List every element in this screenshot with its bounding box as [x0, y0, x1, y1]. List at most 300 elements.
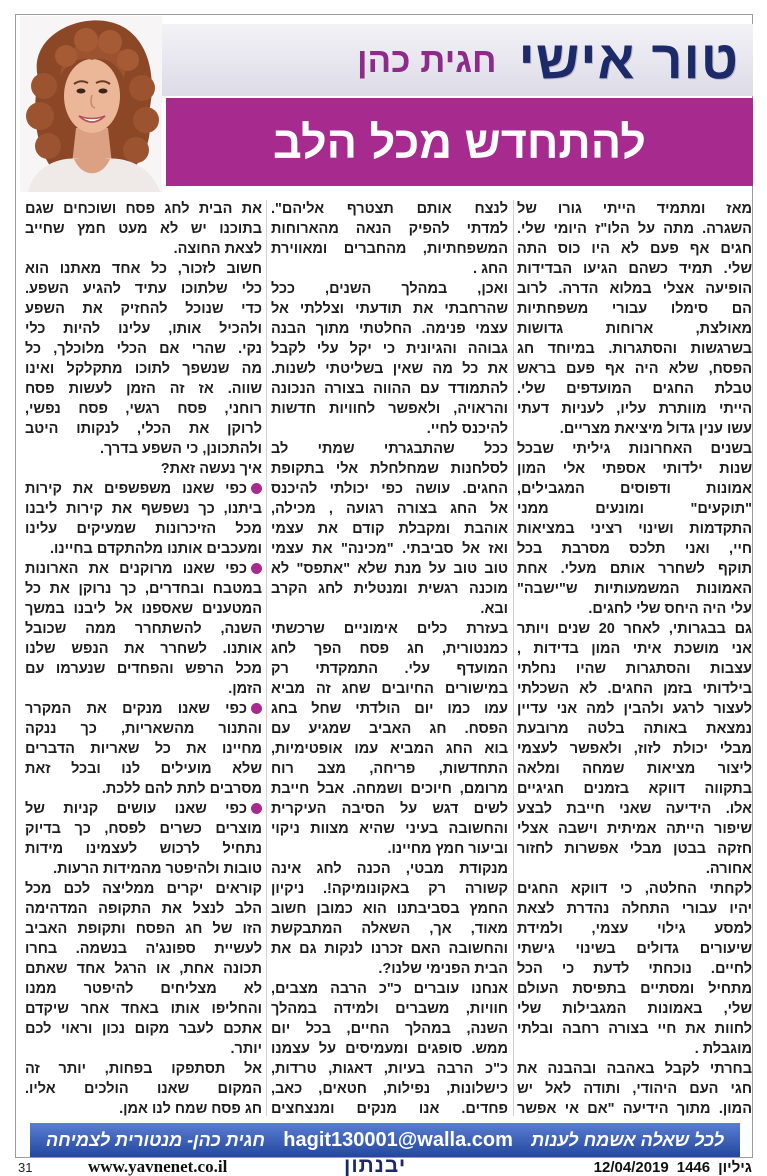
text-line [271, 559, 508, 579]
text-line [25, 479, 262, 499]
line-text: עצבות והסתגרות שהיו נחלתי [517, 661, 752, 677]
text-line [25, 899, 262, 919]
line-text: נמצאת באותה בלטה מרובעת [517, 721, 752, 737]
line-text: הם סימלו עבורי משפחתיות [517, 301, 752, 317]
line-text: להיכנס לחיי. [426, 421, 508, 437]
line-text: כ"כ הרבה בעיות, דאגות, טרדות, [271, 1061, 508, 1077]
line-text: ואכן, במהלך השנים, ככל [271, 281, 508, 297]
text-line [271, 399, 508, 419]
line-text: ביתנו, כך נשפשף את קירות ליבנו [25, 501, 262, 517]
text-line [25, 399, 262, 419]
line-text: תכונה אחת, או הרגל אחד שאתם [25, 961, 262, 977]
text-line [25, 1099, 262, 1119]
text-line [25, 779, 262, 799]
text-line [517, 439, 752, 459]
text-line [517, 819, 752, 839]
publication-logo: יבנתון [344, 1154, 407, 1176]
text-line [25, 839, 262, 859]
contact-signature: חגית כהן- מנטורית לצמיחה [46, 1129, 265, 1150]
column-header [162, 24, 753, 96]
line-text: מנקודת מבטי, הכנה לחג אינה [271, 861, 508, 877]
line-text: חוויות, משברים ולמידה במהלך [271, 1001, 508, 1017]
line-text: כפי שאנו מרוקנים את הארונות [25, 561, 247, 577]
text-line [25, 799, 262, 819]
line-text: שלי. תמיד כשהם הגיעו הבדידות [517, 261, 752, 277]
text-line [271, 719, 508, 739]
line-text: אמונות ודפוסים המגבילים, [517, 481, 752, 497]
text-line [517, 599, 752, 619]
line-text: השנה, להשתחרר ממה שכובל [25, 621, 262, 637]
bullet-icon [251, 563, 262, 574]
line-text: מחיינו את כל שאריות הדברים [25, 741, 262, 757]
line-text: שיעורים גדולים בשינוי גישתי [517, 941, 752, 957]
line-text: קשורה רק באקונומיקה!. ניקיון [271, 881, 508, 897]
text-line [517, 639, 752, 659]
text-line [517, 939, 752, 959]
text-line [25, 759, 262, 779]
line-text: למדתי להפיק הנאה מהארוחות [271, 221, 508, 237]
text-line [271, 759, 508, 779]
line-text: אתכם לעבר מקום נכון וראוי לכם [25, 1021, 262, 1037]
line-text: בשרגשות והסתגרות. במיוחד חג [517, 341, 752, 357]
line-text: והחשובה האם זכרנו לנקות גם את [271, 941, 508, 957]
line-text: אלו. הידיעה שאני חייבת לבצע [517, 801, 752, 817]
line-text: בוא החג המביא עמו אופטימיות, [271, 741, 508, 757]
text-line [25, 819, 262, 839]
line-text: לנצח אותם תצטרף אליהם". [271, 201, 508, 217]
title-banner [166, 98, 753, 186]
article-title: להתחדש מכל הלב [273, 116, 646, 168]
text-line [517, 319, 752, 339]
text-line [517, 759, 752, 779]
line-text: אני מושכת איתי המון בדידות , [517, 641, 752, 657]
text-line [517, 479, 752, 499]
bullet-icon [251, 803, 262, 814]
text-line [271, 639, 508, 659]
line-text: מכל הרפש והפחדים שנערמו עם [25, 661, 262, 677]
text-line [517, 339, 752, 359]
line-text: ולהכיל אותו, עלינו להיות כלי [25, 321, 262, 337]
line-text: ומעכבים אותנו מלהתקדם בחיינו. [49, 541, 262, 557]
contact-prompt: לכל שאלה אשמח לענות [531, 1129, 724, 1150]
line-text: הזו של חג הפסח ותקופת האביב [25, 921, 262, 937]
line-text: יהיו עבורי התחלה נהדרת לצאת [517, 901, 752, 917]
line-text: אחורה. [705, 861, 752, 877]
text-line [271, 219, 508, 239]
line-text: להתמודד עם ההווה בצורה הנכונה [271, 381, 508, 397]
text-line [25, 599, 262, 619]
line-text: את כל מה שאין בשליטתי לשנות. [271, 361, 508, 377]
text-line [271, 359, 508, 379]
text-line [517, 999, 752, 1019]
text-line [517, 539, 752, 559]
text-line [517, 719, 752, 739]
column-divider [266, 200, 267, 1116]
text-line [517, 459, 752, 479]
text-line [271, 799, 508, 819]
text-line [271, 299, 508, 319]
line-text: מתחיל ומסתיים בתפיסת העולם [517, 981, 752, 997]
website-link[interactable]: www.yavnenet.co.il [88, 1157, 228, 1176]
text-line [517, 679, 752, 699]
line-text: בשנים האחרונות גיליתי שבכל [517, 441, 752, 457]
text-line [271, 479, 508, 499]
line-text: התחדשות, פריחה, מצב רוח [271, 761, 508, 777]
text-line [271, 239, 508, 259]
text-line [25, 999, 262, 1019]
article-column-1 [517, 199, 752, 1119]
line-text: רוחני, פסח רגשי, פסח נפשי, [25, 401, 262, 417]
line-text: השנה, במהלך החיים, בכל יום [271, 1021, 508, 1037]
text-line [25, 1039, 262, 1059]
line-text: כישלונות, נפילות, חטאים, כאב, [271, 1081, 508, 1097]
text-line [25, 419, 262, 439]
text-line [25, 579, 262, 599]
line-text: הזמן. [228, 681, 262, 697]
text-line [517, 859, 752, 879]
text-line [271, 979, 508, 999]
text-line [517, 959, 752, 979]
text-line [25, 359, 262, 379]
line-text: אותנו. לשחרר את הנפש שלנו [25, 641, 262, 657]
issue-label: גיליון [718, 1159, 752, 1176]
line-text: בתוכנו יש לא מעט חמץ שחייב [25, 221, 262, 237]
text-line [25, 239, 262, 259]
text-line [517, 239, 752, 259]
text-line [271, 659, 508, 679]
line-text: ככל שהתבגרתי שמתי לב [271, 441, 508, 457]
line-text: ולהתכונן, כי השפע בדרך. [99, 441, 262, 457]
text-line [25, 919, 262, 939]
issue-info [594, 1159, 752, 1176]
line-text: לעצור לרגע ולהבין למה אני עדיין [517, 701, 752, 717]
text-line [271, 579, 508, 599]
text-line [25, 739, 262, 759]
line-text: החג . [473, 261, 508, 277]
text-line [271, 279, 508, 299]
line-text: לא מצליחים להיפטר ממנו [25, 981, 262, 997]
text-line [517, 739, 752, 759]
line-text: מוצרים כשרים לפסח, כך בדיוק [25, 821, 262, 837]
line-text: לעשיית ספונג'ה בנשמה. בחרו [25, 941, 262, 957]
line-text: הלב לנצל את התקופה המדהימה [25, 901, 262, 917]
line-text: כדי שנוכל להחזיק את השפע [25, 301, 262, 317]
text-line [517, 419, 752, 439]
line-text: כמנטורית, חג פסח הפך לחג [271, 641, 508, 657]
text-line [25, 1079, 262, 1099]
text-line [25, 699, 262, 719]
bullet-icon [251, 703, 262, 714]
text-line [25, 979, 262, 999]
line-text: קוראים יקרים ממליצה לכם מכל [25, 881, 262, 897]
text-line [517, 499, 752, 519]
text-line [25, 939, 262, 959]
text-line [517, 219, 752, 239]
text-line [25, 859, 262, 879]
contact-bar [30, 1123, 740, 1157]
line-text: הופיעה אצלי במלוא הדרה. לרוב [517, 281, 752, 297]
text-line [517, 699, 752, 719]
line-text: התקדמות ושינוי רציני במציאות [517, 521, 752, 537]
line-text: מוכנה רגשית ומנטלית לחג הקרב [271, 581, 508, 597]
line-text: טובות ולהיפטר מהמידות הרעות. [53, 861, 262, 877]
text-line [271, 1019, 508, 1039]
text-line [271, 939, 508, 959]
text-line [25, 439, 262, 459]
line-text: פחדים. אנו מנקים ומנצחצים [271, 1101, 508, 1117]
text-line [25, 619, 262, 639]
line-text: תוקף לשחרר אותם מעלי. אחת [517, 561, 752, 577]
line-text: המועדף עלי. התמקדתי רק [271, 661, 508, 677]
text-line [517, 899, 752, 919]
text-line [271, 599, 508, 619]
text-line [25, 339, 262, 359]
text-line [517, 979, 752, 999]
line-text: המון. מתוך הידיעה "אם אי אפשר [517, 1101, 752, 1117]
text-line [517, 559, 752, 579]
line-text: שהרחבתי את תודעתי וצללתי אל [271, 301, 508, 317]
text-line [271, 519, 508, 539]
line-text: מאולצת, ארוחות גדושות [517, 321, 752, 337]
line-text: לרוקן את הכלי, לנקותו היטב [25, 421, 262, 437]
text-line [517, 279, 752, 299]
text-line [25, 679, 262, 699]
text-line [271, 259, 508, 279]
line-text: שיפור הייתה אמיתית וישבה אצלי [517, 821, 752, 837]
text-line [517, 839, 752, 859]
text-line [25, 519, 262, 539]
line-text: עמו כמו יום הולדתי שחל בחג [271, 701, 508, 717]
line-text: לקחתי החלטה, כי דווקא החגים [517, 881, 752, 897]
line-text: כלי שלתוכו עתיד להגיע השפע. [25, 281, 262, 297]
text-line [271, 379, 508, 399]
text-line [271, 1099, 508, 1119]
line-text: לסלחנות שמחלחלת אלי בתקופת [271, 461, 508, 477]
text-line [271, 499, 508, 519]
text-line [25, 379, 262, 399]
text-line [271, 199, 508, 219]
text-line [25, 659, 262, 679]
text-line [517, 619, 752, 639]
text-line [271, 319, 508, 339]
line-text: והתנור מהשאריות, כך ננקה [25, 721, 262, 737]
line-text: טבלת החגים המועדפים שלי. [517, 381, 752, 397]
line-text: למסע גילוי עצמי, ולמידת [517, 921, 752, 937]
text-line [517, 1099, 752, 1119]
line-text: שנות ילדותי אספתי אלי המון [517, 461, 752, 477]
text-line [517, 659, 752, 679]
line-text: את הבית לחג פסח ושוכחים שגם [25, 201, 262, 217]
column-divider [513, 200, 514, 1116]
text-line [271, 819, 508, 839]
text-line [271, 419, 508, 439]
text-line [25, 319, 262, 339]
text-line [25, 559, 262, 579]
text-line [25, 279, 262, 299]
author-portrait-image [20, 16, 162, 192]
line-text: אל תסתפקו בפחות, יותר זה [25, 1061, 262, 1077]
text-line [271, 679, 508, 699]
page-number: 31 [18, 1160, 33, 1175]
text-line [517, 199, 752, 219]
text-line [25, 199, 262, 219]
text-line [517, 299, 752, 319]
line-text: חגים אף פעם לא היו כוס התה [517, 241, 752, 257]
text-line [271, 1039, 508, 1059]
line-text: מבלי יכולת לזוז, ולאפשר לעצמי [517, 741, 752, 757]
author-photo [20, 16, 162, 192]
line-text: איך נעשה זאת? [160, 461, 262, 477]
text-line [271, 879, 508, 899]
line-text: בחרתי לקבל באהבה ובהבנה את [517, 1061, 752, 1077]
line-text: בילדותי בזמן החגים. לא השכלתי [517, 681, 752, 697]
line-text: החגים. עושה כפי יכולתי להיכנס [271, 481, 508, 497]
text-line [271, 1059, 508, 1079]
issue-date: 12/04/2019 [593, 1159, 669, 1176]
text-line [271, 739, 508, 759]
text-line [271, 459, 508, 479]
line-text: והחשובה בעיני שהיא מצוות ניקוי [271, 821, 508, 837]
text-line [517, 379, 752, 399]
text-line [25, 259, 262, 279]
text-line [271, 539, 508, 559]
line-text: ליצור מציאות שמחה ומלאה [517, 761, 752, 777]
text-line [517, 519, 752, 539]
text-line [25, 719, 262, 739]
text-line [517, 1019, 752, 1039]
text-line [271, 439, 508, 459]
line-text: אנחנו עוברים כ"כ הרבה מצבים, [271, 981, 508, 997]
line-text: ואז אל סביבתי. "מכינה" את עצמי [271, 541, 508, 557]
text-line [517, 1079, 752, 1099]
line-text: בתקווה דווקא בזמנים חגיגיים [517, 781, 752, 797]
text-line [271, 1079, 508, 1099]
line-text: במישורים החיובים שחג זה מביא [271, 681, 508, 697]
text-line [25, 639, 262, 659]
line-text: שלא מועילים לנו ובכל זאת [25, 761, 262, 777]
line-text: כפי שאנו מנקים את המקרר [25, 701, 247, 717]
bullet-icon [251, 483, 262, 494]
article-column-3 [25, 199, 262, 1119]
line-text: ובא. [480, 601, 508, 617]
line-text: מרומם, חיוכים ושמחה. אבל חייבת [271, 781, 508, 797]
text-line [271, 959, 508, 979]
text-line [25, 879, 262, 899]
line-text: המשפחתיות, מהחברים ומאווירת [271, 241, 508, 257]
text-line [517, 359, 752, 379]
text-line [271, 899, 508, 919]
text-line [271, 999, 508, 1019]
text-line [25, 1059, 262, 1079]
line-text: וביעור חמץ מחיינו. [387, 841, 508, 857]
line-text: חזקה בבטן מבלי אפשרות לחזור [517, 841, 752, 857]
line-text: לצאת החוצה. [173, 241, 262, 257]
text-line [271, 839, 508, 859]
line-text: המקום שאנו הולכים אליו. [25, 1081, 262, 1097]
text-line [517, 779, 752, 799]
line-text: לחיים. נוכחתי לדעת כי הכל [517, 961, 752, 977]
contact-email[interactable]: hagit130001@walla.com [283, 1128, 513, 1151]
text-line [517, 259, 752, 279]
text-line [271, 779, 508, 799]
line-text: לחוות את חיי בצורה רחבה ובלתי [517, 1021, 752, 1037]
line-text: נקי. שהרי אם הכלי מלוכלך, כל [25, 341, 262, 357]
line-text: גבוהה והגיונית כי יקל עלי לקבל [271, 341, 508, 357]
issue-number: 1446 [676, 1159, 711, 1176]
text-line [271, 859, 508, 879]
line-text: חיי, ואני תלכס מסרבת בכל [517, 541, 752, 557]
column-label: טור אישי [518, 30, 739, 90]
text-line [25, 539, 262, 559]
line-text: טוב טוב על מנת שלא "אתפס" לא [271, 561, 508, 577]
line-text: בעזרת כלים אימוניים שרכשתי [271, 621, 508, 637]
line-text: מאוד, אך, השאלה המתבקשת [271, 921, 508, 937]
line-text: והחליפו אותו באחד אחר שיקדם [25, 1001, 262, 1017]
text-line [517, 919, 752, 939]
author-name: חגית כהן [356, 40, 497, 80]
line-text: גם בבגרותי, לאחר 20 שנים ויותר [517, 621, 752, 637]
line-text: כפי שאנו משפשפים את קירות [25, 481, 247, 497]
line-text: הייתי מוותרת עליו, לעניות דעתי [517, 401, 752, 417]
line-text: השגרה. מתה על הלו"ז היומי שלי. [517, 221, 752, 237]
line-text: הפסח, שלא היה אף פעם בראש [517, 361, 752, 377]
line-text: מסרבים לתת להם ללכת. [101, 781, 262, 797]
line-text: עצמי פנימה. החלטתי מתוך הבנה [271, 321, 508, 337]
text-line [517, 579, 752, 599]
line-text: במטבח ובחדרים, כך נרוקן את כל [25, 581, 262, 597]
line-text: הפסח. חג האביב שמגיע עם [271, 721, 508, 737]
line-text: יותר. [230, 1041, 262, 1057]
text-line [25, 1019, 262, 1039]
line-text: ממש. סופגים ומעמיסים על עצמנו [271, 1041, 508, 1057]
line-text: שווה. אז זה הזמן לעשות פסח [25, 381, 262, 397]
line-text: אל החג בצורה רגועה , מכילה, [271, 501, 508, 517]
line-text: חגי העם היהודי, ותודה לאל יש [517, 1081, 752, 1097]
line-text: מכל הזיכרונות שמעיקים עלינו [25, 521, 262, 537]
text-line [271, 339, 508, 359]
text-line [25, 219, 262, 239]
text-line [517, 1059, 752, 1079]
line-text: מה שנשפך לתוכו מתקלקל ואינו [25, 361, 262, 377]
text-line [517, 799, 752, 819]
line-text: החמץ בסביבתנו הוא כמובן חשוב [271, 901, 508, 917]
text-line [517, 1039, 752, 1059]
line-text: כפי שאנו עושים קניות של [25, 801, 247, 817]
line-text: נתחיל לרכוש לעצמינו מידות [25, 841, 262, 857]
text-line [271, 619, 508, 639]
line-text: המטענים שאספנו אל ליבנו במשך [25, 601, 262, 617]
line-text: מוגבלת . [694, 1041, 752, 1057]
line-text: מאז ומתמיד הייתי גורו של [517, 201, 752, 217]
text-line [271, 699, 508, 719]
line-text: "תוקעים" ומונעים ממני [517, 501, 752, 517]
article-column-2 [271, 199, 508, 1119]
line-text: והראויה, ולאפשר לחוויות חדשות [271, 401, 508, 417]
line-text: חשוב לזכור, כל אחד מאתנו הוא [25, 261, 262, 277]
line-text: עשו ענין גדול מיציאת מצריים. [559, 421, 752, 437]
line-text: אוהבת ומקבלת קודם את עצמי [271, 521, 508, 537]
text-line [271, 919, 508, 939]
line-text: האמונות המשמעותיות ש"ישבה" [517, 581, 752, 597]
text-line [25, 299, 262, 319]
line-text: לשים דגש על הסיבה העיקרית [271, 801, 508, 817]
line-text: שלי, באמונות המגבילות שלי [517, 1001, 752, 1017]
text-line [25, 499, 262, 519]
text-line [25, 959, 262, 979]
line-text: חג פסח שמח לנו אמן. [119, 1101, 262, 1117]
line-text: עלי היה היחס שלי לחגים. [588, 601, 752, 617]
text-line [517, 399, 752, 419]
